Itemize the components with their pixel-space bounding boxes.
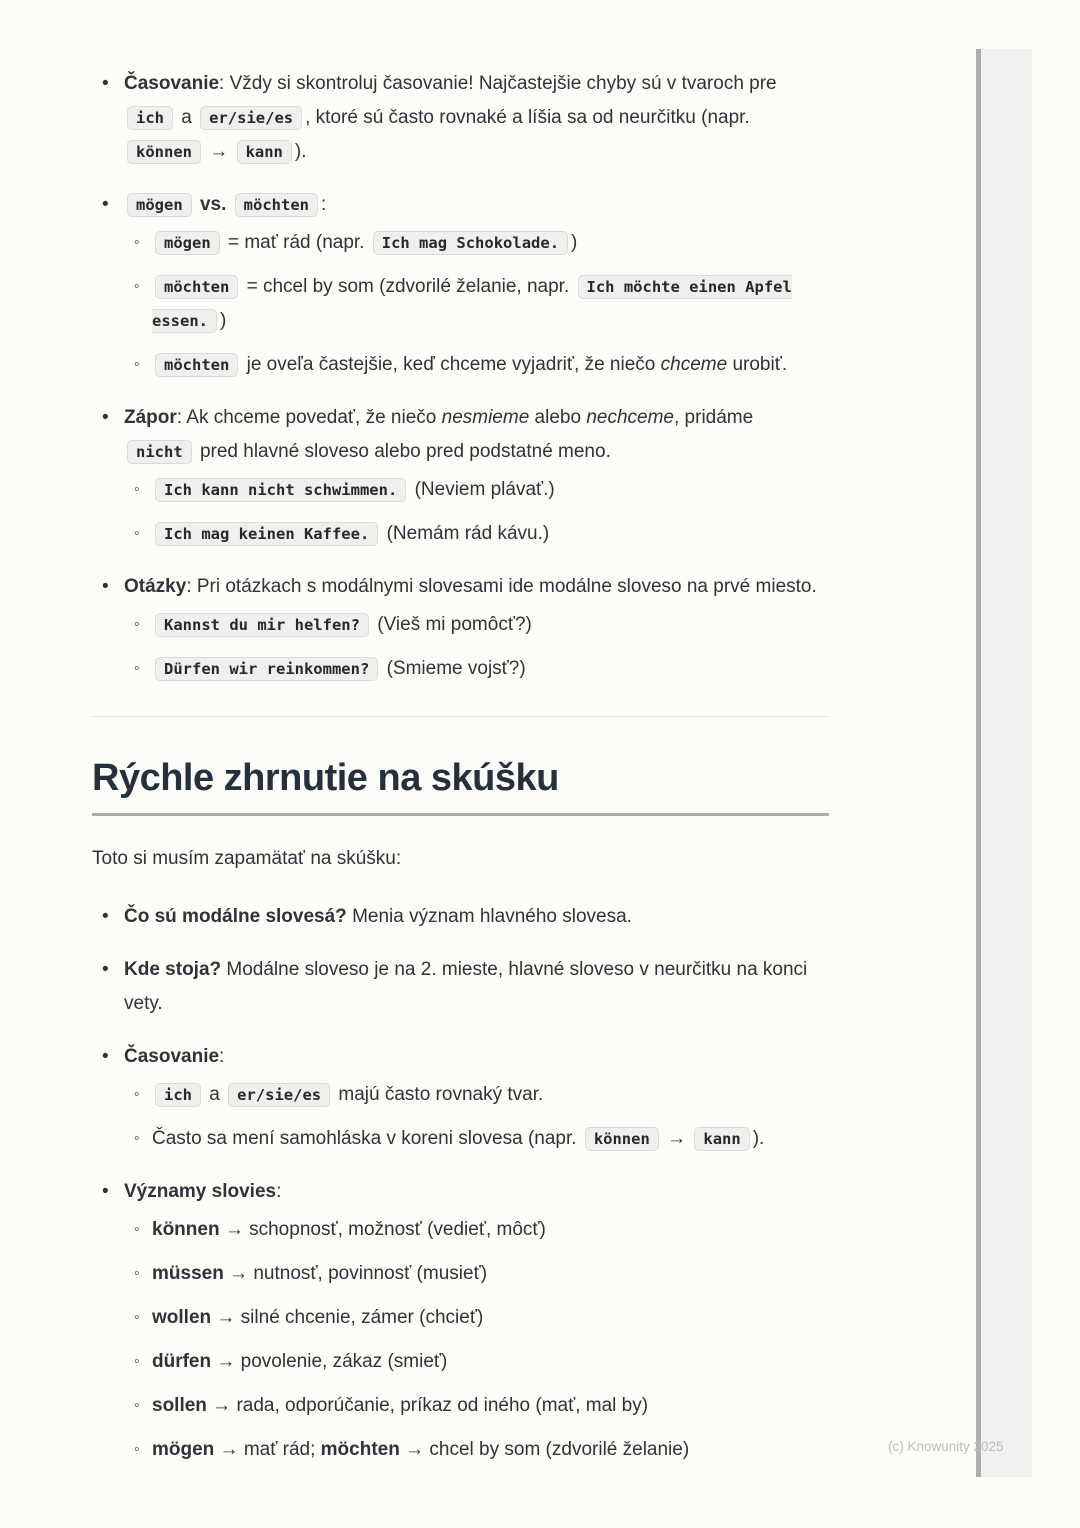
section-divider: [92, 716, 829, 717]
bullet-circle-marker: ◦: [134, 1130, 140, 1147]
bullet-disc-marker: •: [102, 906, 109, 927]
bullet-item-level1: [92, 953, 829, 1021]
text-segment: :: [219, 1046, 225, 1067]
bullet-circle-marker: ◦: [134, 1441, 140, 1458]
bullet-item-level1: [92, 570, 829, 604]
text-line: [152, 270, 829, 338]
text-segment: können: [152, 1219, 220, 1240]
bullet-circle-marker: ◦: [134, 278, 140, 295]
text-segment: → chcel by som (zdvorilé želanie): [399, 1439, 690, 1460]
bullet-item-level1: [92, 67, 829, 169]
text-line: [152, 652, 829, 686]
section-heading: Rýchle zhrnutie na skúšku: [92, 755, 829, 816]
document-body: [92, 48, 829, 1467]
text-line: [152, 1345, 829, 1379]
text-segment: → silné chcenie, zámer (chcieť): [211, 1307, 484, 1328]
text-segment: Čo sú modálne slovesá?: [124, 906, 347, 927]
text-segment: :: [320, 194, 327, 215]
inline-code-chip: mögen: [127, 193, 192, 217]
text-segment: vs.: [194, 194, 232, 215]
text-line: [152, 348, 829, 382]
bullet-circle-marker: ◦: [134, 1309, 140, 1326]
text-segment: Otázky: [124, 576, 187, 597]
text-segment: chceme: [660, 354, 728, 375]
bullet-circle-marker: ◦: [134, 660, 140, 677]
bullet-item-level2: [92, 608, 829, 642]
text-segment: Kde stoja?: [124, 959, 222, 980]
text-line: [124, 401, 829, 469]
text-segment: sollen: [152, 1395, 207, 1416]
text-line: [152, 1078, 829, 1112]
text-segment: Časovanie: [124, 73, 220, 94]
text-segment: nesmieme: [441, 407, 530, 428]
bullet-disc-marker: •: [102, 194, 109, 215]
text-line: [152, 517, 829, 551]
inline-code-chip: Kannst du mir helfen?: [155, 613, 369, 637]
scrollbar-track[interactable]: [976, 49, 1032, 1477]
text-line: [124, 953, 829, 1021]
bullet-item-level2: [92, 1345, 829, 1379]
text-segment: = chcel by som (zdvorilé želanie, napr.: [241, 276, 575, 297]
inline-code-chip: nicht: [127, 440, 192, 464]
text-segment: (Vieš mi pomôcť?): [371, 614, 532, 635]
bullet-item-level2: [92, 348, 829, 382]
text-line: [152, 473, 829, 507]
text-segment: urobiť.: [727, 354, 788, 375]
bullet-circle-marker: ◦: [134, 1086, 140, 1103]
text-segment: : Pri otázkach s modálnymi slovesami ide modálne sloveso na prvé miesto.: [186, 576, 817, 597]
text-segment: wollen: [152, 1307, 212, 1328]
bullet-item-level2: [92, 226, 829, 260]
text-segment: (Smieme vojsť?): [381, 658, 526, 679]
inline-code-chip: möchten: [235, 193, 318, 217]
bullet-disc-marker: •: [102, 576, 109, 597]
bullet-circle-marker: ◦: [134, 1221, 140, 1238]
bullet-disc-marker: •: [102, 1181, 109, 1202]
inline-code-chip: möchten: [155, 353, 238, 377]
text-segment: Toto si musím zapamätať na skúšku:: [92, 848, 402, 869]
inline-code-chip: kann: [237, 140, 292, 164]
bullet-item-level2: [92, 1257, 829, 1291]
text-segment: :: [276, 1181, 282, 1202]
bullet-item-level2: [92, 473, 829, 507]
text-segment: ): [571, 232, 578, 253]
inline-code-chip: Ich kann nicht schwimmen.: [155, 478, 406, 502]
text-segment: ).: [294, 141, 307, 162]
bullet-item-level1: [92, 401, 829, 469]
inline-code-chip: möchten: [155, 275, 238, 299]
inline-code-chip: Ich möchte einen Apfel essen.: [152, 275, 792, 333]
bullet-circle-marker: ◦: [134, 1265, 140, 1282]
bullet-circle-marker: ◦: [134, 525, 140, 542]
bullet-circle-marker: ◦: [134, 616, 140, 633]
text-line: [152, 226, 829, 260]
bullet-item-level1: [92, 1175, 829, 1209]
inline-code-chip: er/sie/es: [228, 1083, 330, 1107]
text-line: [92, 842, 829, 876]
text-line: [124, 67, 829, 169]
bullet-circle-marker: ◦: [134, 1397, 140, 1414]
bullet-disc-marker: •: [102, 1046, 109, 1067]
text-line: [124, 1040, 829, 1074]
bullet-disc-marker: •: [102, 73, 109, 94]
text-segment: : Ak chceme povedať, že niečo: [176, 407, 442, 428]
text-segment: →: [661, 1128, 692, 1149]
text-segment: → schopnosť, možnosť (vedieť, môcť): [219, 1219, 546, 1240]
text-segment: Zápor: [124, 407, 177, 428]
bullet-circle-marker: ◦: [134, 234, 140, 251]
watermark: (c) Knowunity 2025: [888, 1439, 1004, 1454]
text-segment: , ktoré sú často rovnaké a líšia sa od neurčitku (napr.: [305, 107, 750, 128]
text-segment: Menia význam hlavného slovesa.: [346, 906, 632, 927]
bullet-item-level2: [92, 517, 829, 551]
bullet-circle-marker: ◦: [134, 356, 140, 373]
text-segment: je oveľa častejšie, keď chceme vyjadriť, že niečo: [241, 354, 661, 375]
text-segment: ): [220, 310, 227, 331]
text-line: [152, 1301, 829, 1335]
text-line: [152, 1433, 829, 1467]
text-line: [152, 1122, 829, 1156]
text-segment: mögen: [152, 1439, 215, 1460]
text-line: [124, 188, 829, 222]
inline-code-chip: ich: [127, 106, 173, 130]
text-segment: → rada, odporúčanie, príkaz od iného (mať, mal by): [206, 1395, 649, 1416]
bullet-item-level2: [92, 652, 829, 686]
bullet-disc-marker: •: [102, 407, 109, 428]
text-segment: Často sa mení samohláska v koreni slovesa (napr.: [152, 1128, 582, 1149]
text-segment: majú často rovnaký tvar.: [333, 1084, 544, 1105]
bullet-item-level1: [92, 1040, 829, 1074]
text-segment: alebo: [529, 407, 587, 428]
text-segment: pred hlavné sloveso alebo pred podstatné meno.: [194, 441, 611, 462]
text-segment: → povolenie, zákaz (smieť): [211, 1351, 448, 1372]
inline-code-chip: ich: [155, 1083, 201, 1107]
bullet-item-level2: [92, 270, 829, 338]
text-segment: Časovanie: [124, 1046, 220, 1067]
text-line: [124, 1175, 829, 1209]
bullet-circle-marker: ◦: [134, 1353, 140, 1370]
text-line: [152, 1389, 829, 1423]
text-segment: ).: [752, 1128, 765, 1149]
text-line: [124, 900, 829, 934]
text-line: [152, 1257, 829, 1291]
paragraph: [92, 842, 829, 876]
text-segment: dürfen: [152, 1351, 212, 1372]
text-line: [152, 1213, 829, 1247]
inline-code-chip: können: [127, 140, 201, 164]
inline-code-chip: Dürfen wir reinkommen?: [155, 657, 378, 681]
text-segment: a: [176, 107, 198, 128]
inline-code-chip: er/sie/es: [200, 106, 302, 130]
text-segment: → mať rád;: [214, 1439, 321, 1460]
text-segment: : Vždy si skontroluj časovanie! Najčastejšie chyby sú v tvaroch pre: [219, 73, 777, 94]
text-segment: Modálne sloveso je na 2. mieste, hlavné sloveso v neurčitku na konci vety.: [124, 959, 808, 1014]
text-segment: Významy slovies: [124, 1181, 277, 1202]
bullet-item-level2: [92, 1122, 829, 1156]
bullet-item-level2: [92, 1078, 829, 1112]
bullet-item-level2: [92, 1213, 829, 1247]
text-segment: a: [204, 1084, 226, 1105]
text-line: [124, 570, 829, 604]
bullet-circle-marker: ◦: [134, 481, 140, 498]
text-segment: (Neviem plávať.): [409, 479, 555, 500]
bullet-item-level1: [92, 900, 829, 934]
inline-code-chip: Ich mag keinen Kaffee.: [155, 522, 378, 546]
text-segment: nechceme: [586, 407, 674, 428]
text-segment: (Nemám rád kávu.): [381, 523, 550, 544]
text-segment: →: [204, 141, 234, 162]
inline-code-chip: kann: [694, 1127, 749, 1151]
text-segment: möchten: [320, 1439, 400, 1460]
text-segment: müssen: [152, 1263, 224, 1284]
inline-code-chip: können: [585, 1127, 659, 1151]
bullet-item-level1: [92, 188, 829, 222]
inline-code-chip: mögen: [155, 231, 220, 255]
inline-code-chip: Ich mag Schokolade.: [373, 231, 568, 255]
bullet-item-level2: [92, 1301, 829, 1335]
bullet-item-level2: [92, 1433, 829, 1467]
text-segment: = mať rád (napr.: [222, 232, 370, 253]
text-line: [152, 608, 829, 642]
text-segment: , pridáme: [674, 407, 754, 428]
bullet-disc-marker: •: [102, 959, 109, 980]
bullet-item-level2: [92, 1389, 829, 1423]
text-segment: → nutnosť, povinnosť (musieť): [223, 1263, 488, 1284]
